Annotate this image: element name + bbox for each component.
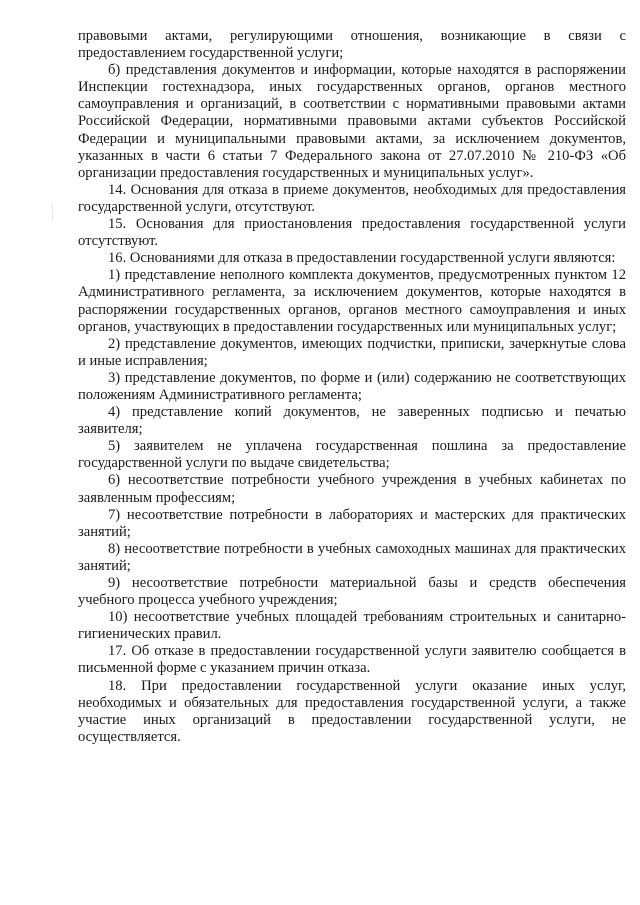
paragraph-14: 14. Основания для отказа в приеме документов, необходимых для предоставления государственной услуги, отсутствуют. — [78, 181, 626, 215]
list-item-8: 8) несоответствие потребности в учебных самоходных машинах для практических занятий; — [78, 540, 626, 574]
list-item-6: 6) несоответствие потребности учебного учреждения в учебных кабинетах по заявленным профессиям; — [78, 472, 626, 506]
list-item-1: 1) представление неполного комплекта документов, предусмотренных пунктом 12 Административного регламента, за исключением документов, которые находятся в распоряжении государственных органов, органов местного самоуправления и иных органов, участвующих в предоставлении государственных или муниципальных услуг; — [78, 267, 626, 335]
paragraph-16: 16. Основаниями для отказа в предоставлении государственной услуги являются: — [108, 250, 616, 267]
paragraph-15: 15. Основания для приостановления предоставления государственной услуги отсутствуют. — [78, 216, 626, 250]
paragraph-subitem-b: б) представления документов и информации, которые находятся в распоряжении Инспекции гостехнадзора, иных государственных органов, органов местного самоуправления и организаций, в соответствии с нормативными правовыми актами Российской Федерации, нормативными правовыми актами субъектов Российской Федерации и муниципальными правовыми актами, за исключением документов, указанных в части 6 статьи 7 Федерального закона от 27.07.2010 № 210-ФЗ «Об организации предоставления государственных и муниципальных услуг». — [78, 62, 626, 181]
paragraph-18: 18. При предоставлении государственной услуги оказание иных услуг, необходимых и обязательных для предоставления государственной услуги, а также участие иных организаций в предоставлении государственной услуги, не осуществляется. — [78, 677, 626, 745]
list-item-7: 7) несоответствие потребности в лабораториях и мастерских для практических занятий; — [78, 506, 626, 540]
list-item-2: 2) представление документов, имеющих подчистки, приписки, зачеркнутые слова и иные исправления; — [78, 335, 626, 369]
list-item-4: 4) представление копий документов, не заверенных подписью и печатью заявителя; — [78, 404, 626, 438]
list-item-9: 9) несоответствие потребности материальной базы и средств обеспечения учебного процесса учебного учреждения; — [78, 575, 626, 609]
paragraph-17: 17. Об отказе в предоставлении государственной услуги заявителю сообщается в письменной форме с указанием причин отказа. — [78, 643, 626, 677]
list-item-3: 3) представление документов, по форме и (или) содержанию не соответствующих положениям Административного регламента; — [78, 369, 626, 403]
list-item-10: 10) несоответствие учебных площадей требованиям строительных и санитарно-гигиенических правил. — [78, 609, 626, 643]
paragraph-continuation: правовыми актами, регулирующими отношения, возникающие в связи с предоставлением государственной услуги; — [78, 28, 626, 62]
document-body — [78, 28, 626, 746]
scan-artifact — [52, 205, 53, 221]
list-item-5: 5) заявителем не уплачена государственная пошлина за предоставление государственной услуги по выдаче свидетельства; — [78, 438, 626, 472]
